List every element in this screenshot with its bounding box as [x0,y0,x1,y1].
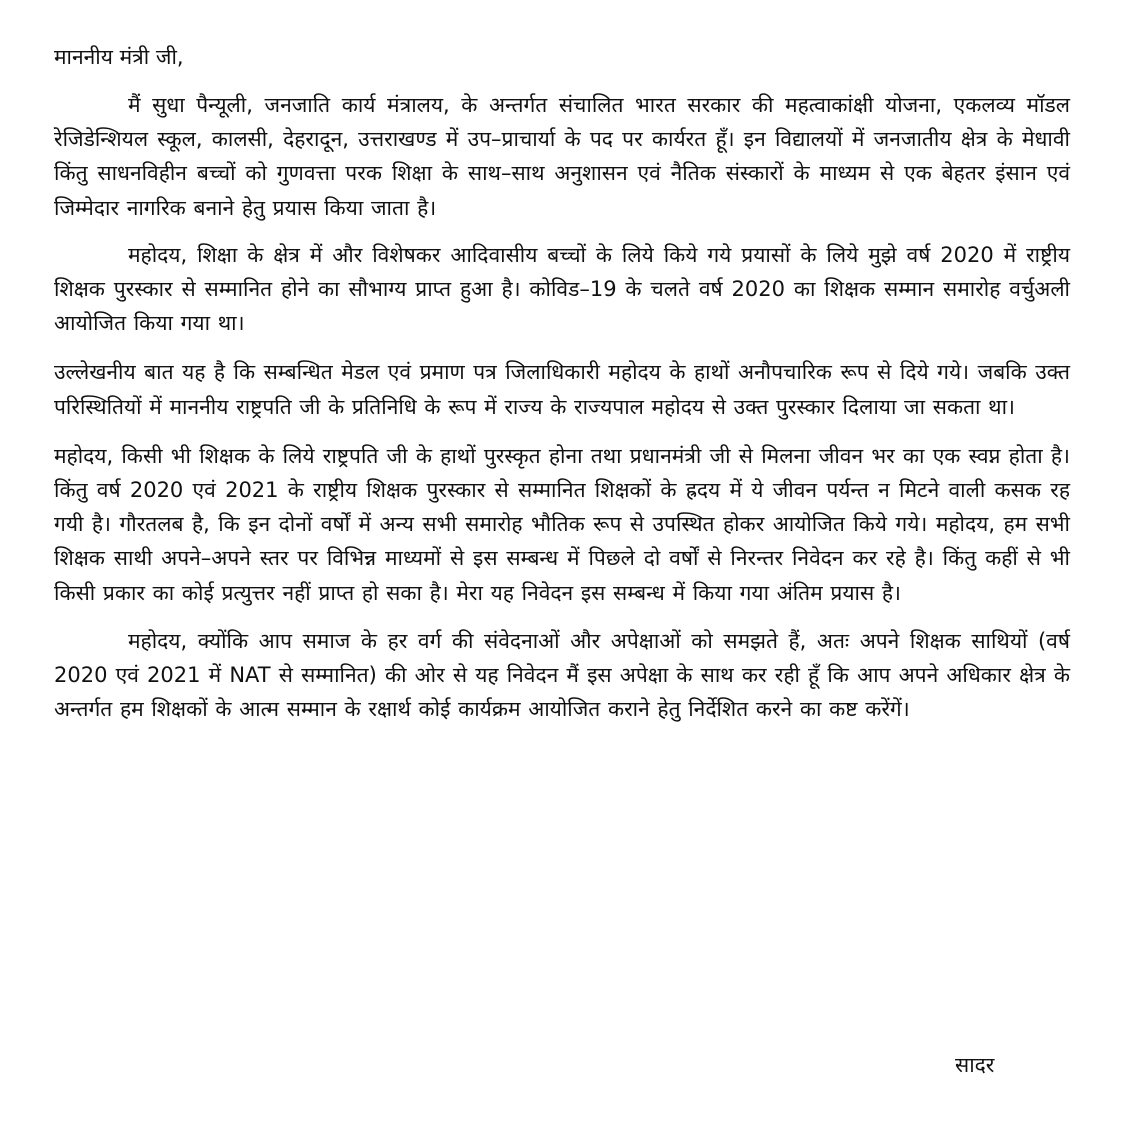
closing: सादर [955,1053,995,1077]
paragraph-request-history: महोदय, किसी भी शिक्षक के लिये राष्ट्रपति जी के हाथों पुरस्कृत होना तथा प्रधानमंत्री जी से मिलना जीवन भर का एक स्वप्न होता है। किंतु वर्ष 2020 एवं 2021 के राष्ट्रीय शिक्षक पुरस्कार से सम्मानित शिक्षकों के ह्रदय में ये जीवन पर्यन्त न मिटने वाली कसक रह गयी है। गौरतलब है, कि इन दोनों वर्षों में अन्य सभी समारोह भौतिक रूप से उपस्थित होकर आयोजित किये गये। महोदय, हम सभी शिक्षक साथी अपने–अपने स्तर पर विभिन्न माध्यमों से इस सम्बन्ध में पिछले दो वर्षों से निरन्तर निवेदन कर रहे है। किंतु कहीं से भी किसी प्रकार का कोई प्रत्युत्तर नहीं प्राप्त हो सका है। मेरा यह निवेदन इस सम्बन्ध में किया गया अंतिम प्रयास है। [54,443,1070,605]
salutation: माननीय मंत्री जी, [54,45,184,69]
paragraph-final-request: महोदय, क्योंकि आप समाज के हर वर्ग की संवेदनाओं और अपेक्षाओं को समझते हैं, अतः अपने शिक्षक साथियों (वर्ष 2020 एवं 2021 में NAT से सम्मानित) की ओर से यह निवेदन मैं इस अपेक्षा के साथ कर रही हूँ कि आप अपने अधिकार क्षेत्र के अन्तर्गत हम शिक्षकों के आत्म सम्मान के रक्षार्थ कोई कार्यक्रम आयोजित कराने हेतु निर्देशित करने का कष्ट करेंगें। [54,628,1070,722]
paragraph-informal-presentation: उल्लेखनीय बात यह है कि सम्बन्धित मेडल एवं प्रमाण पत्र जिलाधिकारी महोदय के हाथों अनौपचारिक रूप से दिये गये। जबकि उक्त परिस्थितियों में माननीय राष्ट्रपति जी के प्रतिनिधि के रूप में राज्य के राज्यपाल महोदय से उक्त पुरस्कार दिलाया जा सकता था। [54,360,1070,419]
paragraph-award: महोदय, शिक्षा के क्षेत्र में और विशेषकर आदिवासीय बच्चों के लिये किये गये प्रयासों के लिये मुझे वर्ष 2020 में राष्ट्रीय शिक्षक पुरस्कार से सम्मानित होने का सौभाग्य प्राप्त हुआ है। कोविड–19 के चलते वर्ष 2020 का शिक्षक सम्मान समारोह वर्चुअली आयोजित किया गया था। [54,242,1070,336]
paragraph-introduction: मैं सुधा पैन्यूली, जनजाति कार्य मंत्रालय, के अन्तर्गत संचालित भारत सरकार की महत्वाकांक्षी योजना, एकलव्य मॉडल रेजिडेन्शियल स्कूल, कालसी, देहरादून, उत्तराखण्ड में उप–प्राचार्या के पद पर कार्यरत हूँ। इन विद्यालयों में जनजातीय क्षेत्र के मेधावी किंतु साधनविहीन बच्चों को गुणवत्ता परक शिक्षा के साथ–साथ अनुशासन एवं नैतिक संस्कारों के माध्यम से एक बेहतर इंसान एवं जिम्मेदार नागरिक बनाने हेतु प्रयास किया जाता है। [54,93,1070,220]
